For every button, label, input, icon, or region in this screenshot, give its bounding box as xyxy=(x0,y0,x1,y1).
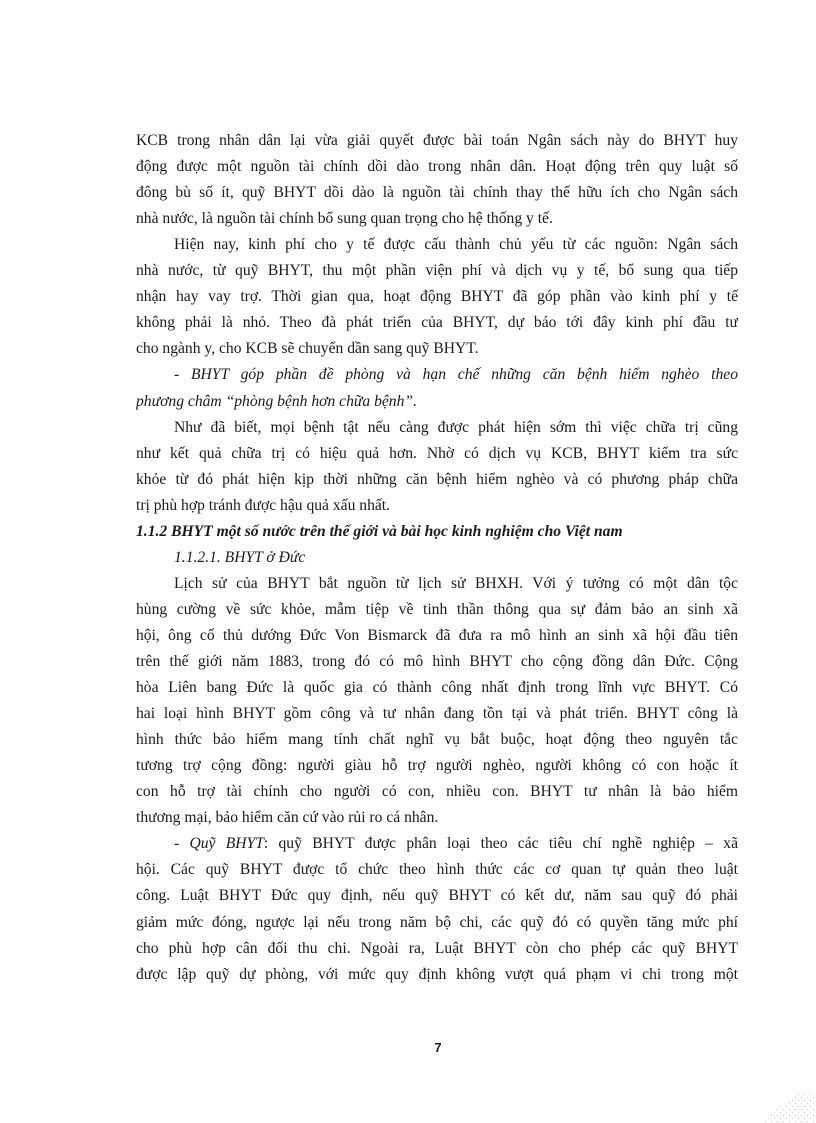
section-heading: 1.1.2 BHYT một số nước trên thế giới và bài học kinh nghiệm cho Việt nam xyxy=(136,522,623,540)
text-line: trên thế giới năm 1883, trong đó có mô hình BHYT cho cộng đồng dân Đức. Cộng xyxy=(136,653,738,670)
text-line: đông bù số ít, quỹ BHYT dồi dào là nguồn tài chính thay thế hữu ích cho Ngân sách xyxy=(136,184,738,202)
text-line: nhà nước, là nguồn tài chính bổ sung quan trọng cho hệ thống y tế. xyxy=(136,210,553,228)
text-line: hai loại hình BHYT gồm công và tư nhân đang tồn tại và phát triển. BHYT công là xyxy=(136,705,738,723)
text-line: hội. Các quỹ BHYT được tổ chức theo hình thức các cơ quan tự quản theo luật xyxy=(136,861,738,879)
text-line: hình thức bảo hiểm mang tính chất nghĩ vụ bắt buộc, hoạt động theo nguyên tắc xyxy=(136,731,738,749)
page-number: 7 xyxy=(434,1040,442,1055)
text-line: hòa Liên bang Đức là quốc gia có thành công nhất định trong lĩnh vực BHYT. Có xyxy=(136,679,738,697)
text-line: như kết quả chữa trị có hiệu quả hơn. Nhờ có dịch vụ KCB, BHYT kiểm tra sức xyxy=(136,444,738,462)
text-line: được lập quỹ dự phòng, với mức quy định không vượt quá phạm vi chi trong một xyxy=(136,965,738,983)
text-line: cho phù hợp cân đối thu chi. Ngoài ra, Luật BHYT còn cho phép các quỹ BHYT xyxy=(136,939,738,957)
fund-label: - Quỹ BHYT xyxy=(174,835,264,853)
text-line: khỏe từ đó phát hiện kịp thời những căn bệnh hiểm nghèo và có phương pháp chữa xyxy=(136,470,738,488)
fund-description: : quỹ BHYT được phân loại theo các tiêu chí nghề nghiệp – xã xyxy=(263,835,738,853)
text-line: tương trợ cộng đồng: người giàu hỗ trợ người nghèo, người không có con hoặc ít xyxy=(136,757,738,775)
text-line: giảm mức đóng, ngược lại nếu trong năm bộ chi, các quỹ đó có quyền tăng mức phí xyxy=(136,913,738,931)
text-line: thương mại, bảo hiểm căn cứ vào rủi ro cá nhân. xyxy=(136,809,439,827)
text-line: con hỗ trợ tài chính cho người có con, nhiều con. BHYT tư nhân là bảo hiểm xyxy=(136,783,738,801)
text-line: cho ngành y, cho KCB sẽ chuyển dần sang quỹ BHYT. xyxy=(136,340,479,358)
text-line: hội, ông cố thủ dướng Đức Von Bismarck đã đưa ra mô hình an sinh xã hội đầu tiên xyxy=(136,626,738,644)
text-line: không phải là nhỏ. Theo đà phát triển của BHYT, dự báo tới đây kinh phí đầu tư xyxy=(136,314,738,332)
text-line: trị phù hợp tránh được hậu quả xấu nhất. xyxy=(136,496,391,514)
text-line: nhà nước, từ quỹ BHYT, thu một phần viện phí và dịch vụ y tế, bổ sung qua tiếp xyxy=(136,262,738,280)
text-line: hùng cường về sức khỏe, mẫm tiệp về tinh thần thông qua sự đảm bảo an sinh xã xyxy=(136,600,738,618)
text-line: KCB trong nhân dân lại vừa giải quyết được bài toán Ngân sách này do BHYT huy xyxy=(136,132,738,149)
subsection-heading: 1.1.2.1. BHYT ở Đức xyxy=(174,548,306,566)
text-line: Như đã biết, mọi bệnh tật nếu càng được phát hiện sớm thì việc chữa trị cũng xyxy=(174,418,738,436)
text-line xyxy=(174,834,738,854)
text-line: công. Luật BHYT Đức quy định, nếu quỹ BHYT có kết dư, năm sau quỹ đó phải xyxy=(136,887,738,905)
text-line: động được một nguồn tài chính dồi dào trong nhân dân. Hoạt động trên quy luật số xyxy=(136,158,738,176)
text-line: nhận hay vay trợ. Thời gian qua, hoạt động BHYT đã góp phần vào kinh phí y tế xyxy=(136,288,738,306)
text-line: Lịch sử của BHYT bắt nguồn từ lịch sử BHXH. Với ý tưởng có một dân tộc xyxy=(174,574,738,592)
text-line: - BHYT góp phần đề phòng và hạn chế những căn bệnh hiểm nghèo theo xyxy=(174,366,738,384)
text-line: phương châm “phòng bệnh hơn chữa bệnh”. xyxy=(136,392,417,410)
corner-texture xyxy=(760,1092,816,1123)
text-line: Hiện nay, kinh phí cho y tế được cấu thành chủ yếu từ các nguồn: Ngân sách xyxy=(174,236,738,254)
